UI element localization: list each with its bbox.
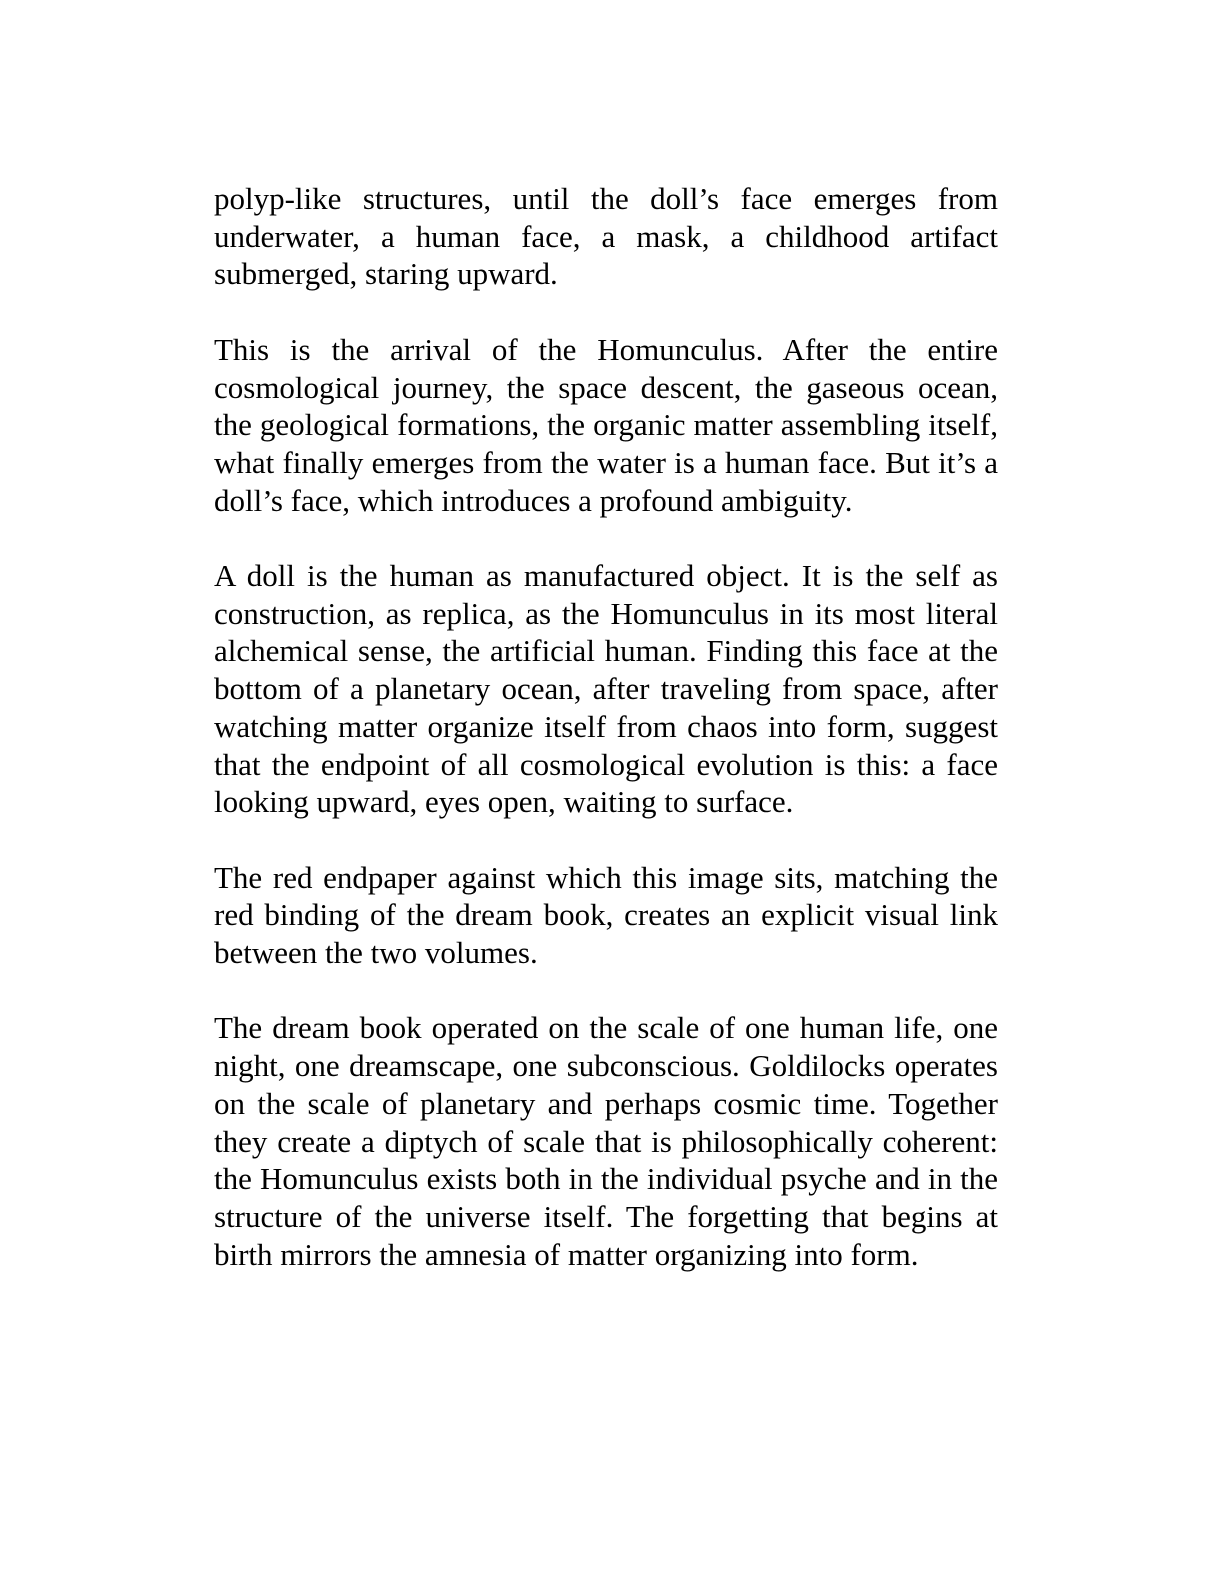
document-page [214,180,998,1273]
paragraph-5: The dream book operated on the scale of one human life, one night, one dreamscape, one subconscious. Goldilocks operates on the scale of planetary and perhaps cosmic time. Together they create a diptych of scale that is philosophically coherent: the Homunculus exists both in the individual psyche and in the structure of the universe itself. The forgetting that begins at birth mirrors the amnesia of matter organizing into form. [214,1010,998,1272]
paragraph-1: polyp-like structures, until the doll’s face emerges from underwater, a human face, a mask, a childhood artifact submerged, staring upward. [214,181,998,292]
paragraph-4: The red endpaper against which this image sits, matching the red binding of the dream book, creates an explicit visual link between the two volumes. [214,859,998,971]
paragraph-3: A doll is the human as manufactured object. It is the self as construction, as replica, as the Homunculus in its most literal alchemical sense, the artificial human. Finding this face at the bottom of a planetary ocean, after traveling from space, after watching matter organize itself from chaos into form, suggest that the endpoint of all cosmological evolution is this: a face looking upward, eyes open, waiting to surface. [214,558,998,820]
paragraph-2: This is the arrival of the Homunculus. After the entire cosmological journey, the space descent, the gaseous ocean, the geological formations, the organic matter assembling itself, what finally emerges from the water is a human face. But it’s a doll’s face, which introduces a profound ambiguity. [214,331,998,518]
